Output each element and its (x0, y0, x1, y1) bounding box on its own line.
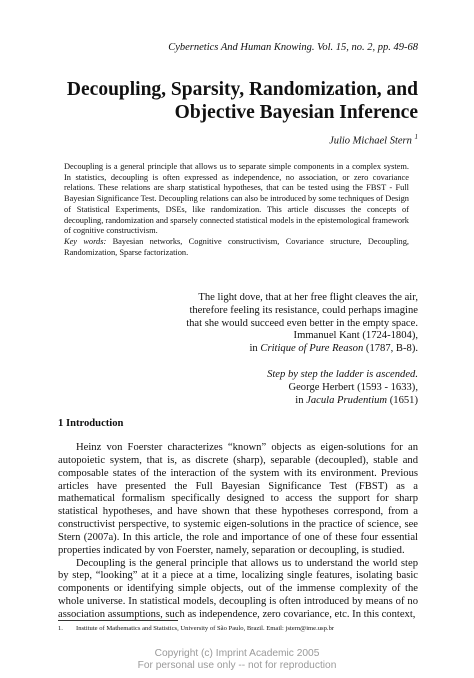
keywords-text: Bayesian networks, Cognitive constructivism, Covariance structure, Decoupling, Randomization, Sparse factorization. (64, 236, 409, 257)
abstract-text: Decoupling is a general principle that allows us to separate simple components in a complex system. In statistics, decoupling is often expressed as independence, no association, or zero covariance relations. These relations are sharp statistical hypotheses, that can be tested using the FBST - Full Bayesian Significance Test. Decoupling relations can also be introduced by some techniques of Design of Statistical Experiments, DSEs, like randomization. This article discusses the concepts of decoupling, randomization and sparsely connected statistical models in the epistemological framework of cognitive constructivism. (64, 162, 409, 236)
epigraph-line: The light dove, that at her free flight cleaves the air, (198, 292, 418, 303)
epigraph-line: that she would succeed even better in the empty space. (186, 317, 418, 329)
source-suffix: (1787, B-8). (363, 343, 418, 355)
epigraph-line: Step by step the ladder is ascended. (267, 369, 418, 380)
source-prefix: in (295, 394, 307, 406)
footnote (58, 625, 334, 632)
source-prefix: in (249, 343, 261, 355)
body-text (58, 442, 418, 622)
title-line-1: Decoupling, Sparsity, Randomization, and (66, 79, 418, 100)
footnote-rule (58, 620, 178, 621)
author-line (329, 133, 418, 147)
footnote-text: Institute of Mathematics and Statistics, University of São Paulo, Brazil. Email: jstern@ime.usp.br (76, 625, 335, 632)
source-suffix: (1651) (387, 394, 418, 406)
copyright-watermark (0, 648, 474, 671)
epigraph-source (267, 395, 418, 408)
epigraph-attribution: Immanuel Kant (1724-1804), (293, 330, 418, 342)
section-heading: 1 Introduction (58, 418, 124, 429)
keywords (64, 237, 409, 258)
source-title: Critique of Pure Reason (260, 343, 364, 355)
copyright-line-1: Copyright (c) Imprint Academic 2005 (154, 648, 320, 659)
copyright-line-2: For personal use only -- not for reproduction (137, 659, 337, 671)
journal-header: Cybernetics And Human Knowing. Vol. 15, no. 2, pp. 49-68 (168, 42, 418, 53)
title-line-2: Objective Bayesian Inference (174, 102, 418, 123)
keywords-label: Key words: (64, 236, 107, 246)
footnote-number: 1. (58, 625, 63, 632)
epigraph-kant (186, 292, 418, 356)
author-footnote-mark: 1 (414, 133, 418, 141)
author-name: Julio Michael Stern (329, 135, 412, 147)
abstract (64, 162, 409, 258)
paragraph: Decoupling is the general principle that allows us to understand the world step by step, “looking” at it a piece at a time, localizing single features, isolating basic components or identifying simple objects, out of the immense complexity of the whole universe. In statistical models, decoupling is often introduced by means of no association assumptions, such as independence, zero covariance, etc. In this context, (58, 557, 418, 620)
paper-title (67, 78, 418, 124)
source-title: Jacula Prudentium (306, 394, 388, 406)
paragraph: Heinz von Foerster characterizes “known” objects as eigen-solutions for an autopoietic system, that is, as discrete (sharp), separable (decoupled), stable and composable states of the interaction of the system with its environment. Previous articles have presented the Full Bayesian Significance Test (FBST) as a mathematical formalism specifically designed to access the support for sharp statistical hypotheses, and have shown that these hypotheses correspond, from a constructivist perspective, to systemic eigen-solutions in the practice of science, see Stern (2007a). In this article, the role and importance of one of these four essential properties indicated by von Foerster, namely, separation or decoupling, is studied. (58, 442, 418, 556)
epigraph-herbert (267, 369, 418, 407)
epigraph-attribution: George Herbert (1593 - 1633), (288, 381, 418, 393)
epigraph-line: therefore feeling its resistance, could perhaps imagine (189, 304, 418, 316)
epigraph-source (186, 343, 418, 356)
